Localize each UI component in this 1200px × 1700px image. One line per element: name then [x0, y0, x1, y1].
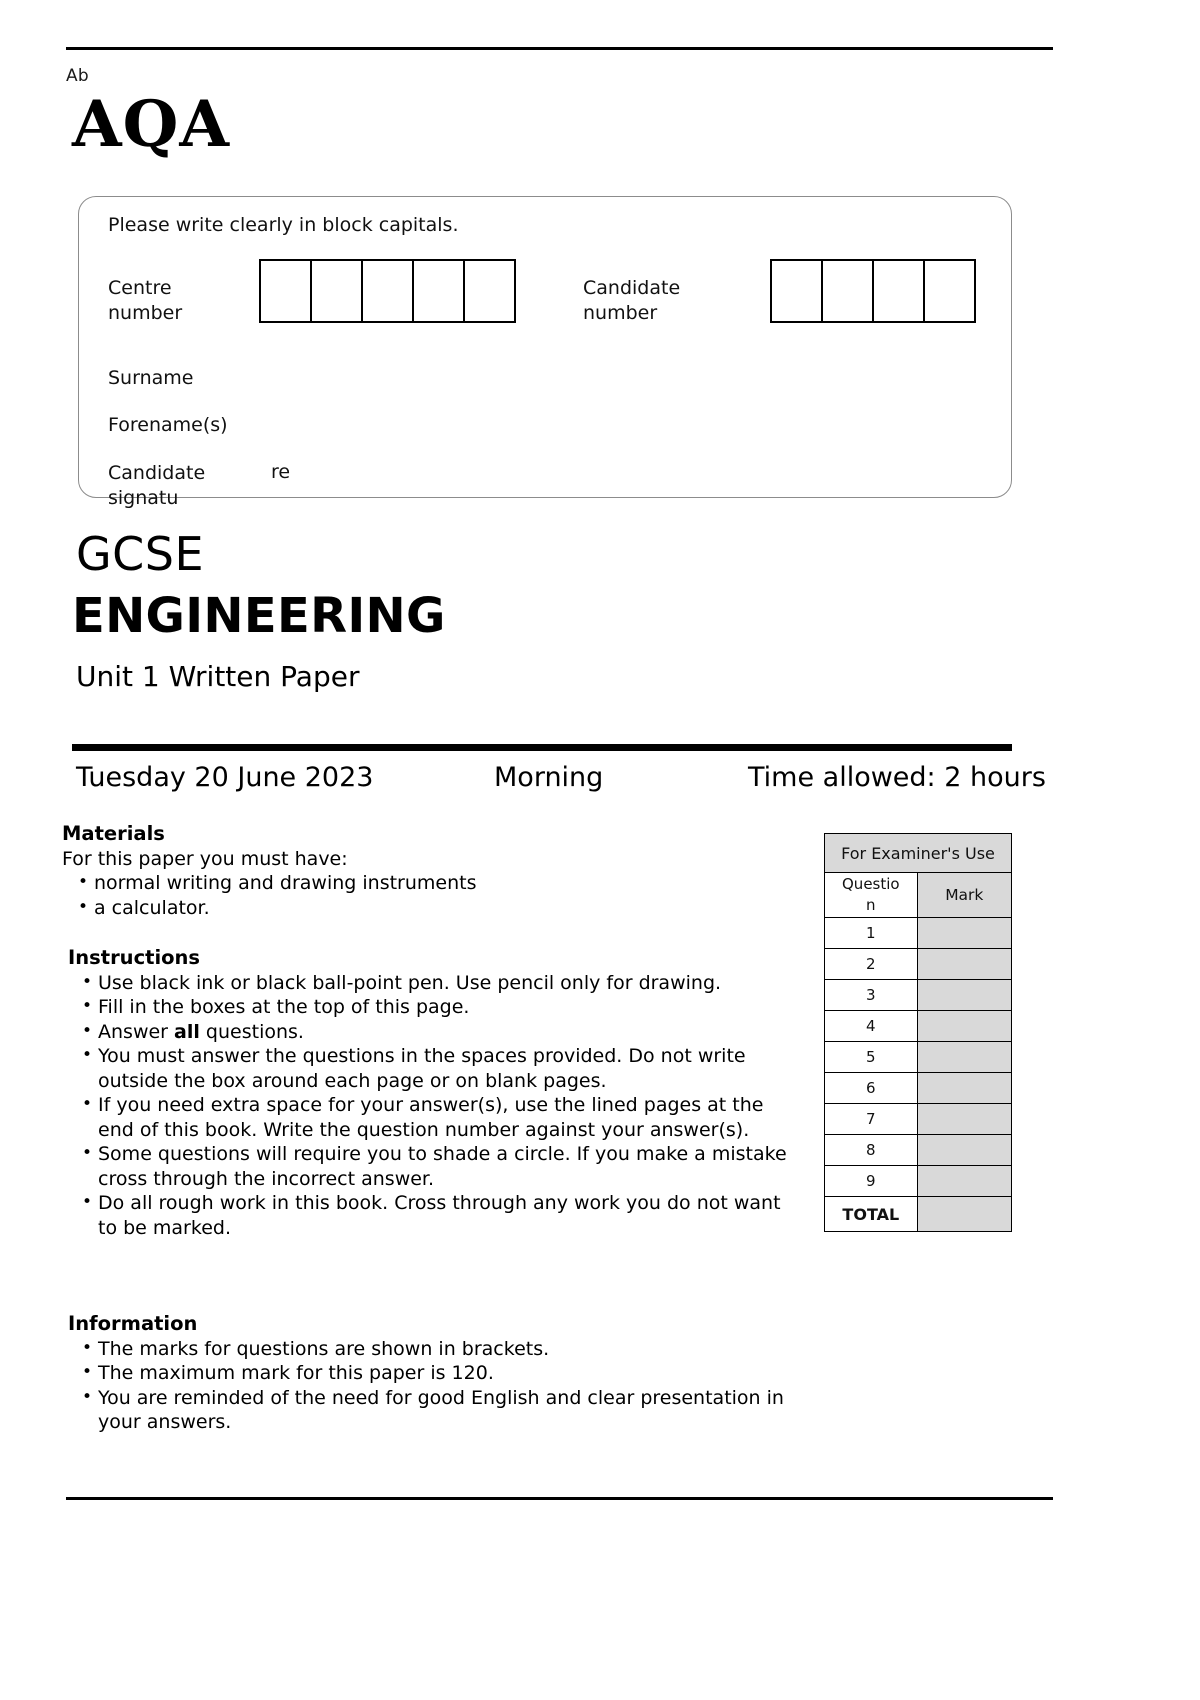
instructions-item: • Some questions will require you to shade a circle. If you make a mistake cross through the incorrect answer.	[68, 1142, 792, 1191]
unit-title: Unit 1 Written Paper	[76, 660, 360, 693]
bottom-rule	[66, 1497, 1053, 1500]
candidate-number-cell[interactable]	[821, 259, 874, 323]
exam-session: Morning	[494, 762, 604, 793]
information-heading: Information	[68, 1312, 198, 1335]
table-row	[825, 1197, 1012, 1232]
information-section	[68, 1312, 792, 1435]
question-number: 2	[825, 949, 918, 980]
candidate-signature-label-tail: re	[271, 461, 291, 483]
answer-all-prefix: Answer	[98, 1020, 175, 1043]
block-capitals-note: Please write clearly in block capitals.	[108, 214, 459, 236]
ab-mark: Ab	[66, 66, 89, 86]
centre-number-input[interactable]	[259, 259, 516, 323]
question-number: 5	[825, 1042, 918, 1073]
qualification-title: GCSE	[76, 527, 205, 581]
table-row	[825, 980, 1012, 1011]
candidate-signature-label-line2: signatu	[108, 487, 179, 509]
materials-item: • a calculator.	[62, 896, 792, 921]
mark-entry-cell[interactable]	[917, 918, 1011, 949]
question-number: 9	[825, 1166, 918, 1197]
total-label: TOTAL	[825, 1197, 918, 1232]
materials-list	[62, 871, 792, 920]
mark-entry-cell[interactable]	[917, 949, 1011, 980]
centre-number-cell[interactable]	[361, 259, 414, 323]
table-row	[825, 1104, 1012, 1135]
candidate-number-cell[interactable]	[770, 259, 823, 323]
table-row	[825, 1011, 1012, 1042]
candidate-number-label-line1: Candidate	[583, 277, 681, 299]
instructions-item: • Use black ink or black ball-point pen. Use pencil only for drawing.	[68, 971, 792, 996]
materials-item: • normal writing and drawing instruments	[62, 871, 792, 896]
examiner-table-mark-header: Mark	[917, 873, 1011, 918]
centre-number-cell[interactable]	[310, 259, 363, 323]
centre-number-cell[interactable]	[463, 259, 516, 323]
mark-entry-cell[interactable]	[917, 1011, 1011, 1042]
table-row	[825, 1166, 1012, 1197]
examiner-table-title: For Examiner's Use	[825, 834, 1012, 873]
mark-entry-cell[interactable]	[917, 1166, 1011, 1197]
question-number: 7	[825, 1104, 918, 1135]
candidate-details-box	[78, 196, 1012, 498]
question-header-line2: n	[866, 896, 876, 914]
top-rule	[66, 47, 1053, 50]
question-number: 4	[825, 1011, 918, 1042]
question-number: 8	[825, 1135, 918, 1166]
exam-time-allowed: Time allowed: 2 hours	[748, 762, 1046, 793]
centre-number-label-line2: number	[108, 302, 183, 324]
materials-lead: For this paper you must have:	[62, 847, 348, 870]
instructions-item: • You must answer the questions in the spaces provided. Do not write outside the box around each page or on blank pages.	[68, 1044, 792, 1093]
table-row	[825, 1042, 1012, 1073]
instructions-heading: Instructions	[68, 946, 201, 969]
instructions-item: • Fill in the boxes at the top of this page.	[68, 995, 792, 1020]
materials-section	[62, 822, 792, 920]
aqa-logo: AQA	[72, 87, 231, 162]
centre-number-cell[interactable]	[412, 259, 465, 323]
materials-heading: Materials	[62, 822, 165, 845]
examiner-use-table	[824, 833, 1012, 1232]
question-number: 1	[825, 918, 918, 949]
centre-number-label	[108, 276, 182, 326]
mark-entry-cell[interactable]	[917, 980, 1011, 1011]
question-number: 3	[825, 980, 918, 1011]
candidate-number-label-line2: number	[583, 302, 658, 324]
mark-entry-cell[interactable]	[917, 1042, 1011, 1073]
forename-label: Forename(s)	[108, 414, 228, 436]
question-header-line1: Questio	[842, 875, 900, 893]
candidate-number-cell[interactable]	[872, 259, 925, 323]
exam-date: Tuesday 20 June 2023	[76, 762, 374, 793]
table-row	[825, 1073, 1012, 1104]
subject-title: ENGINEERING	[72, 588, 446, 644]
table-row	[825, 873, 1012, 918]
information-item: • The maximum mark for this paper is 120.	[68, 1361, 792, 1386]
mark-entry-cell[interactable]	[917, 1073, 1011, 1104]
instructions-item: • Do all rough work in this book. Cross through any work you do not want to be marked.	[68, 1191, 792, 1240]
candidate-number-input[interactable]	[770, 259, 976, 323]
mark-entry-cell[interactable]	[917, 1135, 1011, 1166]
thick-separator-rule	[72, 744, 1012, 751]
information-item: • The marks for questions are shown in brackets.	[68, 1337, 792, 1362]
answer-all-emphasis: all	[174, 1020, 200, 1043]
table-row	[825, 1135, 1012, 1166]
information-item: • You are reminded of the need for good English and clear presentation in your answers.	[68, 1386, 792, 1435]
mark-entry-cell[interactable]	[917, 1104, 1011, 1135]
information-list	[68, 1337, 792, 1435]
surname-label: Surname	[108, 367, 194, 389]
instructions-section	[68, 946, 792, 1240]
examiner-table-question-header	[825, 873, 918, 918]
question-number: 6	[825, 1073, 918, 1104]
total-mark-cell[interactable]	[917, 1197, 1011, 1232]
centre-number-label-line1: Centre	[108, 277, 172, 299]
instructions-list	[68, 971, 792, 1241]
answer-all-suffix: questions.	[199, 1020, 304, 1043]
instructions-item: • If you need extra space for your answer(s), use the lined pages at the end of this book. Write the question number against your answer(s).	[68, 1093, 792, 1142]
table-row	[825, 834, 1012, 873]
candidate-signature-label-line1: Candidate	[108, 462, 206, 484]
candidate-number-cell[interactable]	[923, 259, 976, 323]
instructions-item-answer-all	[68, 1020, 792, 1045]
centre-number-cell[interactable]	[259, 259, 312, 323]
table-row	[825, 949, 1012, 980]
table-row	[825, 918, 1012, 949]
candidate-number-label	[583, 276, 680, 326]
